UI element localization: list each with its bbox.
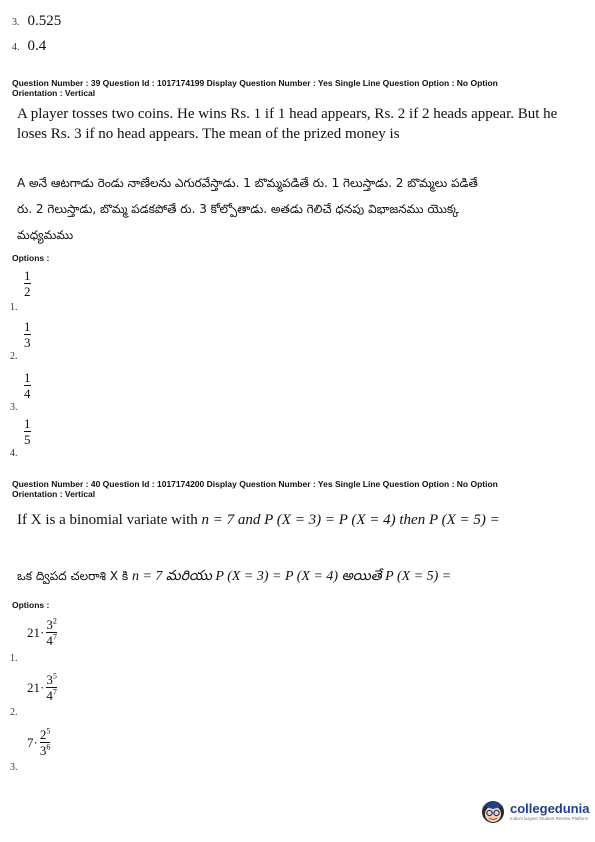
option-number: 2. xyxy=(10,351,18,362)
denominator: 5 xyxy=(24,432,31,447)
logo-tagline: India's largest Student Review Platform xyxy=(510,816,589,821)
denominator xyxy=(46,688,57,703)
q39-english-text xyxy=(17,104,587,144)
q40-meta xyxy=(12,479,587,499)
q40-english-prefix: If X is a binomial variate with xyxy=(17,512,202,528)
denominator: 4 xyxy=(24,386,31,401)
fraction xyxy=(46,617,57,648)
denominator-exponent: 7 xyxy=(52,632,57,642)
option-value: 0.4 xyxy=(27,38,47,54)
numerator xyxy=(46,617,57,632)
fraction xyxy=(40,727,51,758)
logo-text-block xyxy=(510,801,589,821)
numerator: 1 xyxy=(24,416,31,431)
q40-option-3[interactable] xyxy=(10,727,90,775)
logo-mascot-icon xyxy=(478,796,508,826)
denominator: 3 xyxy=(24,335,31,350)
option-number: 2. xyxy=(10,707,18,718)
option-number: 3. xyxy=(10,402,18,413)
q40-english-text xyxy=(17,510,587,530)
denominator xyxy=(40,743,51,758)
q40-option-2[interactable] xyxy=(10,672,90,720)
numerator: 1 xyxy=(24,319,31,334)
fraction xyxy=(24,319,31,350)
q40-telugu-mid: n = 7 మరియు xyxy=(131,569,216,584)
option-expression xyxy=(27,727,50,758)
numerator xyxy=(40,727,51,742)
q40-options-label: Options : xyxy=(12,600,50,610)
denominator-base: 4 xyxy=(46,633,53,648)
q39-english-line2: loses Rs. 3 if no head appears. The mean of the prized money is xyxy=(17,126,400,142)
coefficient: 21· xyxy=(27,679,45,695)
q40-english-math: n = 7 and P (X = 3) = P (X = 4) then P (X = 5) = xyxy=(201,512,500,528)
numerator-exponent: 2 xyxy=(52,616,57,626)
fraction xyxy=(46,672,57,703)
q40-telugu-text xyxy=(17,563,587,589)
prev-option-3 xyxy=(12,12,61,30)
fraction xyxy=(24,416,31,447)
numerator: 1 xyxy=(24,370,31,385)
q40-telugu-math: P (X = 3) = P (X = 4) అయితే P (X = 5) = xyxy=(215,569,452,584)
denominator: 2 xyxy=(24,284,31,299)
numerator-base: 3 xyxy=(46,672,53,687)
numerator xyxy=(46,672,57,687)
q39-telugu-text xyxy=(17,170,587,248)
denominator-exponent: 6 xyxy=(46,742,51,752)
q40-option-1[interactable] xyxy=(10,617,90,665)
q39-meta-line2: Orientation : Vertical xyxy=(12,88,96,98)
option-number: 3. xyxy=(12,17,20,28)
option-number: 4. xyxy=(12,42,20,53)
numerator-base: 3 xyxy=(46,617,53,632)
numerator-exponent: 5 xyxy=(52,671,57,681)
option-number: 1. xyxy=(10,653,18,664)
denominator xyxy=(46,633,57,648)
coefficient: 7· xyxy=(27,734,38,750)
denominator-exponent: 7 xyxy=(52,687,57,697)
option-value: 0.525 xyxy=(27,13,62,29)
fraction xyxy=(24,268,31,299)
q40-telugu-prefix: ఒక ద్విపద చలరాశి X కి xyxy=(17,569,132,583)
coefficient: 21· xyxy=(27,624,45,640)
fraction xyxy=(24,370,31,401)
option-number: 3. xyxy=(10,762,18,773)
q39-english-line1: A player tosses two coins. He wins Rs. 1 if 1 head appears, Rs. 2 if 2 heads appear. But he xyxy=(17,106,558,122)
numerator-exponent: 5 xyxy=(46,726,51,736)
numerator: 1 xyxy=(24,268,31,283)
denominator-base: 3 xyxy=(39,743,47,758)
option-expression xyxy=(27,617,57,648)
q39-telugu-line2: రు. 2 గెలుస్తాడు, బొమ్మ పడకపోతే రు. 3 కోల్పోతాడు. అతడు గెలిచే ధనపు విభాజనము యొక్క xyxy=(17,202,459,216)
collegedunia-logo xyxy=(478,796,589,826)
numerator-base: 2 xyxy=(39,727,47,742)
q39-telugu-line1: A అనే ఆటగాడు రెండు నాణేలను ఎగురవేస్తాడు. 1 బొమ్మపడితే రు. 1 గెలుస్తాడు. 2 బొమ్మలు పడితే xyxy=(17,176,478,190)
prev-option-4 xyxy=(12,37,46,55)
option-number: 4. xyxy=(10,448,18,459)
q40-meta-line2: Orientation : Vertical xyxy=(12,489,96,499)
q39-meta xyxy=(12,78,587,98)
q40-meta-line1: Question Number : 40 Question Id : 1017174200 Display Question Number : Yes Single Line Question Option : No Option xyxy=(12,479,498,489)
q39-meta-line1: Question Number : 39 Question Id : 1017174199 Display Question Number : Yes Single Line Question Option : No Option xyxy=(12,78,498,88)
logo-name: collegedunia xyxy=(510,801,590,816)
option-number: 1. xyxy=(10,302,18,313)
denominator-base: 4 xyxy=(46,688,53,703)
option-expression xyxy=(27,672,57,703)
q39-telugu-line3: మధ్యమము xyxy=(17,228,74,242)
q39-options-label: Options : xyxy=(12,253,50,263)
